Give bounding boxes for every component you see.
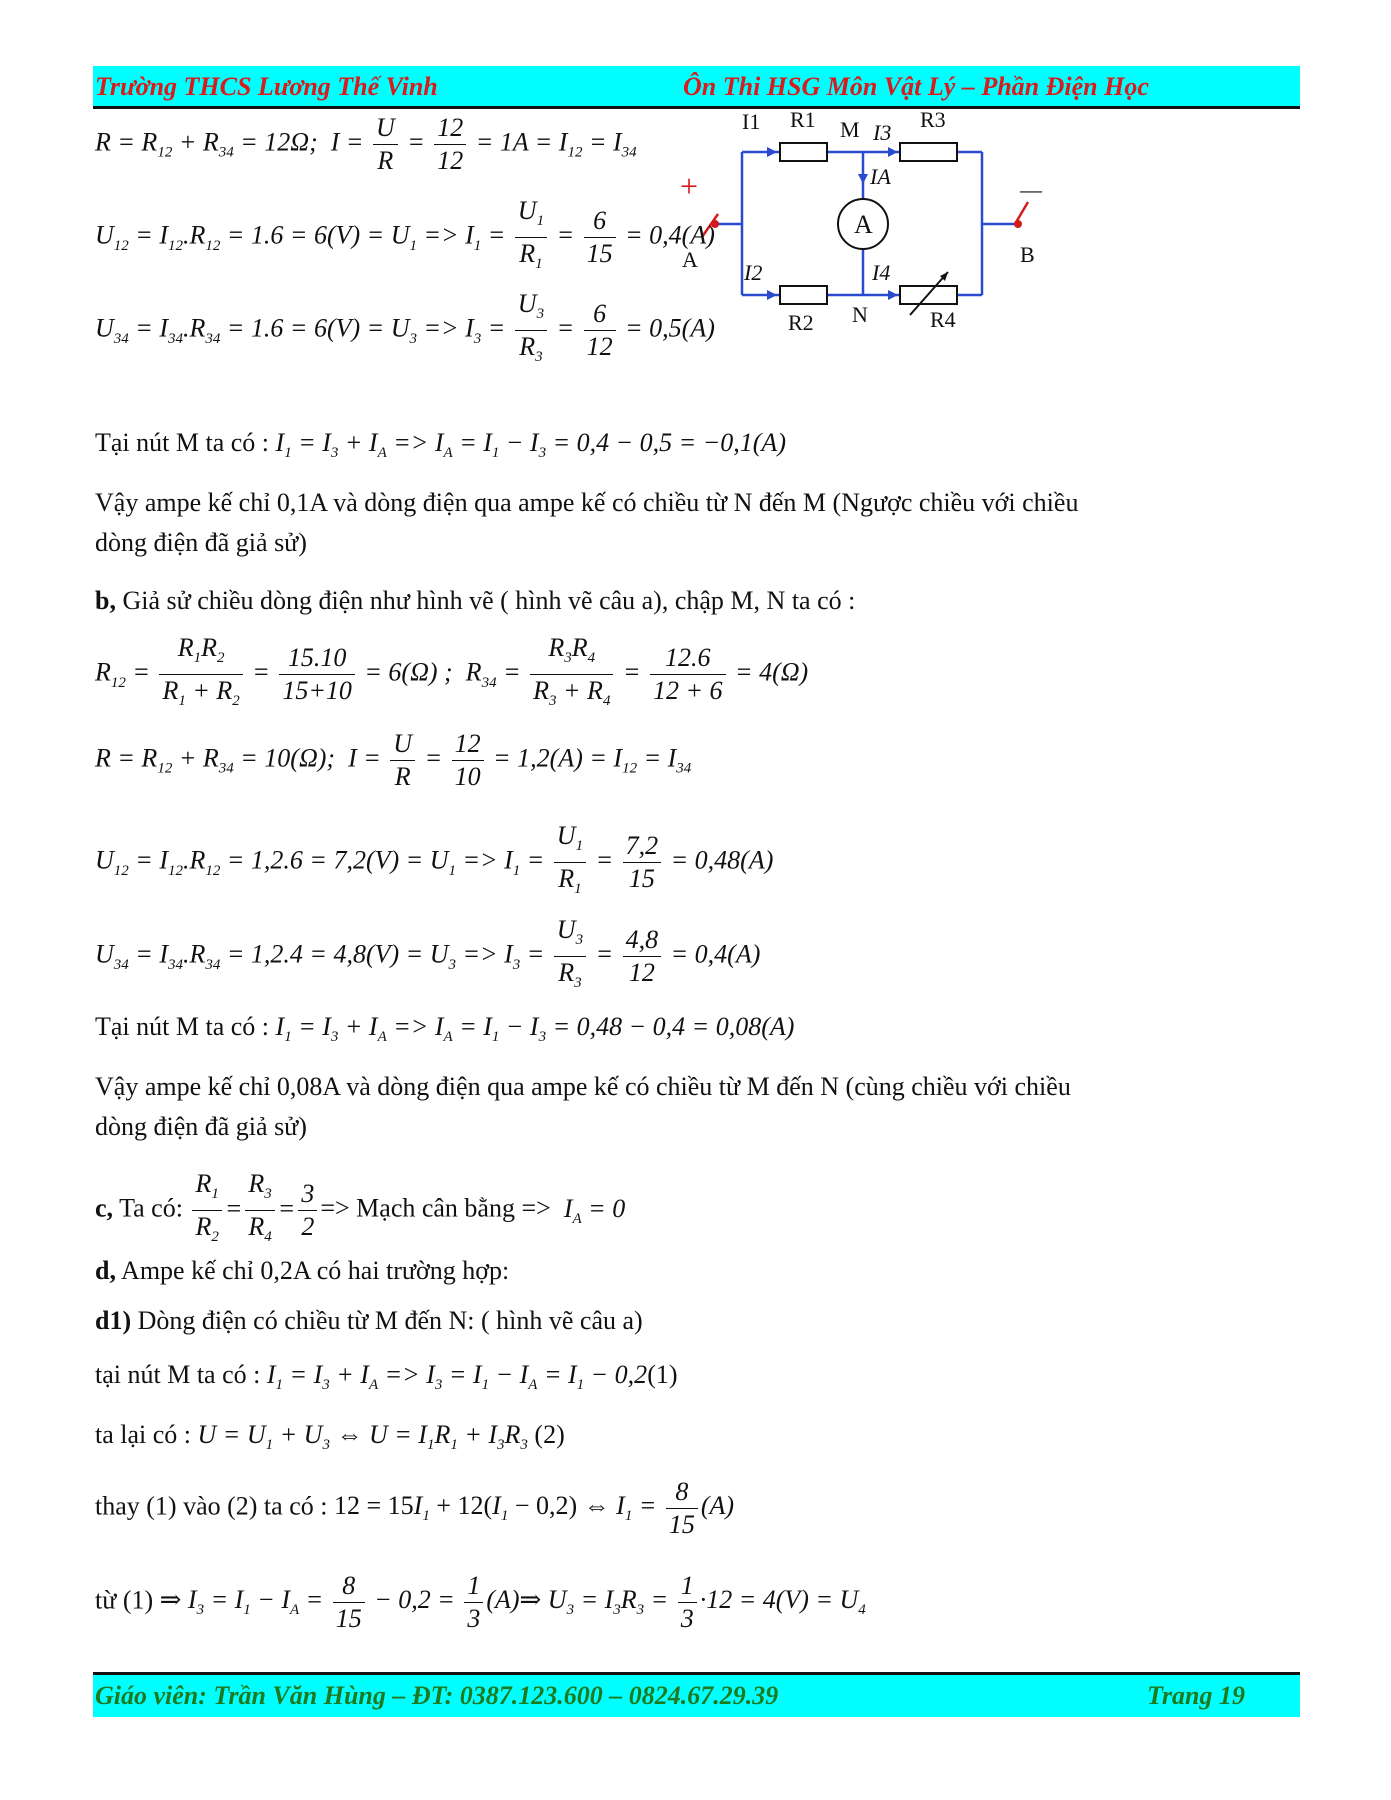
resistor-r2 <box>780 286 827 304</box>
formula-a1: $R = R_{12} + R_{34} = 12\Omega$; I = $\frac{U}{R}$ = $\frac{12}{12}$ = $1A = I_{12} = I_{34}$ <box>95 113 637 175</box>
formula-b2: $R = R_{12} + R_{34} = 10(\Omega)$; I = $\frac{U}{R}$ = $\frac{12}{10}$ = $1,2(A) = I_{12} = I_{34}$ <box>95 729 692 791</box>
resistor-r1 <box>780 143 827 161</box>
label-i1: I1 <box>742 109 761 134</box>
label-r2: R2 <box>788 310 814 335</box>
part-d: d, Ampe kế chỉ 0,2A có hai trường hợp: <box>95 1256 510 1285</box>
footer-teacher: Giáo viên: Trần Văn Hùng – ĐT: 0387.123.600 – 0824.67.29.39 <box>95 1681 779 1710</box>
d1-node: tại nút M ta có : $I_1 = I_3 + I_A => I_3 = I_1 - I_A = I_1 - 0,2(1)$ <box>95 1360 678 1394</box>
label-ammeter: A <box>854 210 873 239</box>
d1-again: ta lại có : $U = U_1 + U_3$ ⇔ $U = I_1R_1 + I_3R_3$ (2) <box>95 1420 565 1454</box>
label-n: N <box>852 302 868 327</box>
formula-a2: $U_{12} = I_{12}.R_{12} = 1.6 = 6(V) = U_1 => I_1$ = $\frac{U_1}{R_1}$ = $\frac{6}{15}$ = 0,4(A) <box>95 196 715 273</box>
label-terminal-b: B <box>1020 242 1035 267</box>
label-i2: I2 <box>744 260 763 285</box>
part-d1: d1) Dòng điện có chiều từ M đến N: ( hình vẽ câu a) <box>95 1306 643 1335</box>
label-i4: I4 <box>872 260 891 285</box>
label-r4: R4 <box>930 307 956 332</box>
resistor-r3 <box>900 143 957 161</box>
label-minus: — <box>1020 177 1042 202</box>
label-m: M <box>840 117 860 142</box>
conclusion-a-cont: dòng điện đã giả sử) <box>95 528 307 557</box>
label-r1: R1 <box>790 107 816 132</box>
header-title: Ôn Thi HSG Môn Vật Lý – Phần Điện Học <box>683 72 1149 101</box>
d1-subst: thay (1) vào (2) ta có : $12 = 15I_1 + 12(I_1 - 0,2)$ ⇔ $I_1$ = $\frac{8}{15}$ (A) <box>95 1477 735 1539</box>
label-r3: R3 <box>920 107 946 132</box>
node-m-a: Tại nút M ta có : $I_1 = I_3 + I_A => I_A = I_1 - I_3 = 0,4 - 0,5 = -0,1(A)$ <box>95 428 786 462</box>
header-school: Trường THCS Lương Thế Vinh <box>95 72 438 101</box>
conclusion-b: Vậy ampe kế chỉ 0,08A và dòng điện qua ampe kế có chiều từ M đến N (cùng chiều với chiều <box>95 1072 1071 1101</box>
conclusion-b-cont: dòng điện đã giả sử) <box>95 1112 307 1141</box>
node-m-b: Tại nút M ta có : $I_1 = I_3 + I_A => I_A = I_1 - I_3 = 0,48 - 0,4 = 0,08(A)$ <box>95 1012 795 1046</box>
formula-b4: $U_{34} = I_{34}.R_{34} = 1,2.4 = 4,8(V) = U_3 => I_3$ = $\frac{U_3}{R_3}$ = $\frac{4,8}{12}$ = 0,4(A) <box>95 915 761 992</box>
part-c: c, Ta có: $\frac{R_1}{R_2}$ = $\frac{R_3}{R_4}$ = $\frac{3}{2}$ => Mạch cân bằng => $I_A = 0$ <box>95 1169 626 1246</box>
formula-b1: $R_{12}$ = $\frac{R_1R_2}{R_1 + R_2}$ = $\frac{15.10}{15+10}$ = 6(Ω) ; $R_{34}$ = $\frac{R_3R_4}{R_3 + R_4}$ = $\frac{12.6}{12 + 6}$ = 4(Ω) <box>95 633 809 710</box>
page-footer <box>93 1672 1300 1717</box>
label-terminal-a: A <box>682 247 698 272</box>
label-i3: I3 <box>873 120 892 145</box>
page-header <box>93 66 1300 109</box>
d1-from: từ (1) ⇒ $I_3 = I_1 - I_A$ = $\frac{8}{15}$ − 0,2 = $\frac{1}{3}$ (A)⇒ $U_3 = I_3R_3$ = $\frac{1}{3}$ $\cdot 12 = 4(V) = U_4$ <box>95 1571 866 1633</box>
part-b-intro: b, Giả sử chiều dòng điện như hình vẽ ( hình vẽ câu a), chập M, N ta có : <box>95 586 856 615</box>
formula-a3: $U_{34} = I_{34}.R_{34} = 1.6 = 6(V) = U_3 => I_3$ = $\frac{U_3}{R_3}$ = $\frac{6}{12}$ = 0,5(A) <box>95 289 715 366</box>
label-plus: + <box>680 168 699 204</box>
label-ia: IA <box>870 164 891 189</box>
conclusion-a: Vậy ampe kế chỉ 0,1A và dòng điện qua ampe kế có chiều từ N đến M (Ngược chiều với chiều <box>95 488 1079 517</box>
footer-page-number: Trang 19 <box>1147 1681 1245 1710</box>
circuit-diagram <box>680 107 1190 402</box>
formula-b3: $U_{12} = I_{12}.R_{12} = 1,2.6 = 7,2(V) = U_1 => I_1$ = $\frac{U_1}{R_1}$ = $\frac{7,2}{15}$ = 0,48(A) <box>95 821 774 898</box>
